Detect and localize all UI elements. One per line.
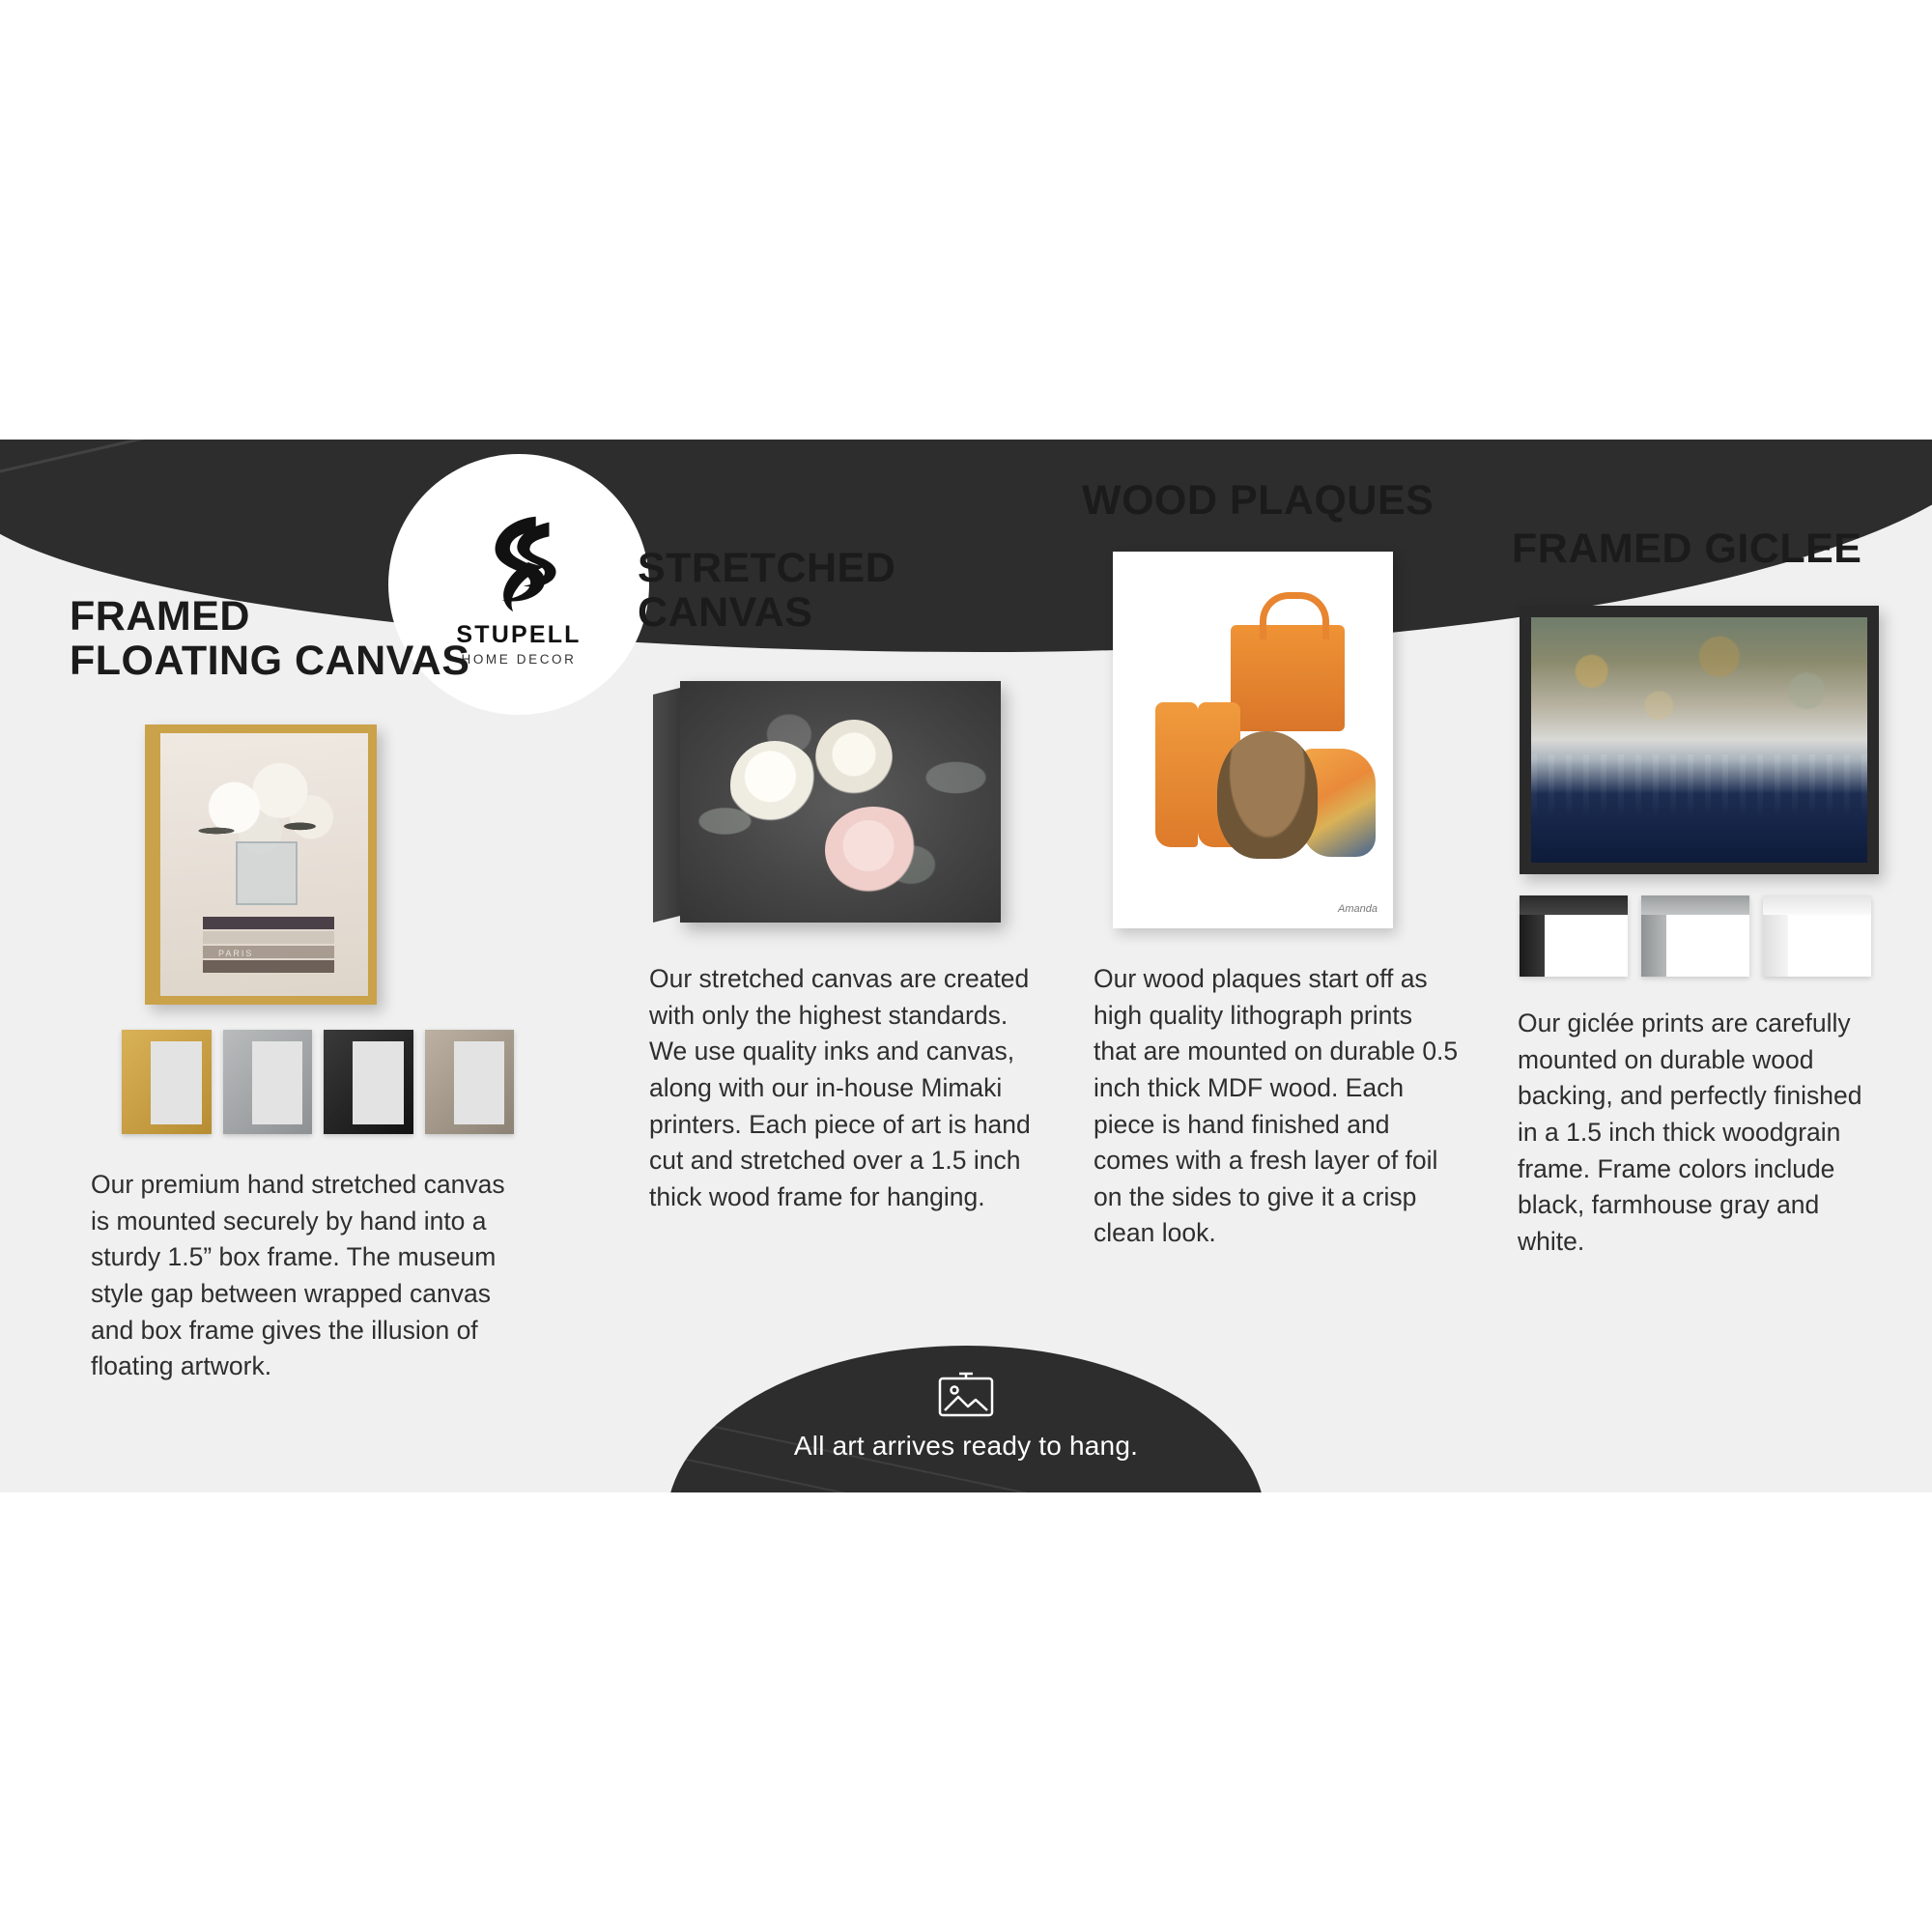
section-body-wood-plaques: Our wood plaques start off as high quality lithograph prints that are mounted on durable 0.5 inch thick MDF wood. Each piece is hand finished and comes with a fresh layer of foil on the sides to give it a crisp clean look. [1094,964,1459,1248]
stacked-books [203,915,334,973]
section-stretched-canvas [638,545,1031,1215]
brand-tagline: HOME DECOR [461,651,577,667]
framed-giclee-artwork [1520,606,1879,874]
swatch-gold [122,1030,212,1134]
giclee-frame-swatches [1520,895,1889,977]
frame-color-swatches [122,1030,514,1134]
swatch-black [324,1030,413,1134]
frame-corner-farmhouse-gray [1641,895,1749,977]
artist-signature: Amanda [1338,903,1378,915]
section-framed-floating-canvas [70,594,514,1385]
frame-corner-white [1763,895,1871,977]
orange-handbag [1231,625,1345,731]
wood-plaque-artwork [1113,552,1393,928]
section-title-framed-floating-canvas [70,594,514,683]
title-line-2: CANVAS [638,589,813,636]
eucalyptus-foliage [680,681,1001,923]
white-anemone [730,741,819,830]
swatch-driftwood [425,1030,515,1134]
yorkie-puppy [1217,731,1318,859]
footer-stripe-texture [667,1346,1265,1492]
canvas-side-edge [653,688,682,923]
glass-jar [236,841,298,905]
section-title-stretched-canvas [638,546,1024,635]
canvas-front-face [680,681,1001,923]
title-line-1: FRAMED [70,593,250,639]
white-anemone-2 [815,720,893,797]
section-body-framed-giclee: Our giclée prints are carefully mounted on durable wood backing, and perfectly finished in a 1.5 inch thick woodgrain frame. Frame colors include black, farmhouse gray and white. [1518,1009,1862,1256]
stretched-canvas-artwork [653,681,1001,923]
section-title-wood-plaques [1082,478,1459,523]
rain-boot-left [1155,702,1198,847]
title-line-1: WOOD PLAQUES [1082,477,1435,524]
product-construction-infographic [0,440,1932,1492]
blush-rose [825,807,922,894]
title-line-1: FRAMED GICLEE [1512,526,1862,572]
footer-text: All art arrives ready to hang. [793,1431,1139,1461]
brand-name: STUPELL [456,620,582,648]
section-wood-plaques [1082,478,1459,1252]
section-framed-giclee [1512,526,1889,1260]
title-line-2: FLOATING CANVAS [70,638,470,684]
title-line-1: STRETCHED [638,545,896,591]
section-body-stretched-canvas: Our stretched canvas are created with only the highest standards. We use quality inks and canvas, along with our in-house Mimaki printers. Each piece of art is hand cut and stretched over a 1.5 inch thick wood frame for hanging. [649,964,1031,1211]
framed-picture-icon [936,1371,996,1419]
footer-ribbon [667,1346,1265,1492]
section-body-framed-floating-canvas: Our premium hand stretched canvas is mounted securely by hand into a sturdy 1.5” box frame. The museum style gap between wrapped canvas and box frame gives the illusion of floating artwork. [91,1170,505,1381]
swatch-silver [223,1030,313,1134]
section-title-framed-giclee [1512,526,1889,571]
framed-floating-canvas-artwork [145,724,377,1005]
frame-corner-black [1520,895,1628,977]
abstract-texture [1531,617,1867,863]
book-spine-text: PARIS [218,949,254,958]
